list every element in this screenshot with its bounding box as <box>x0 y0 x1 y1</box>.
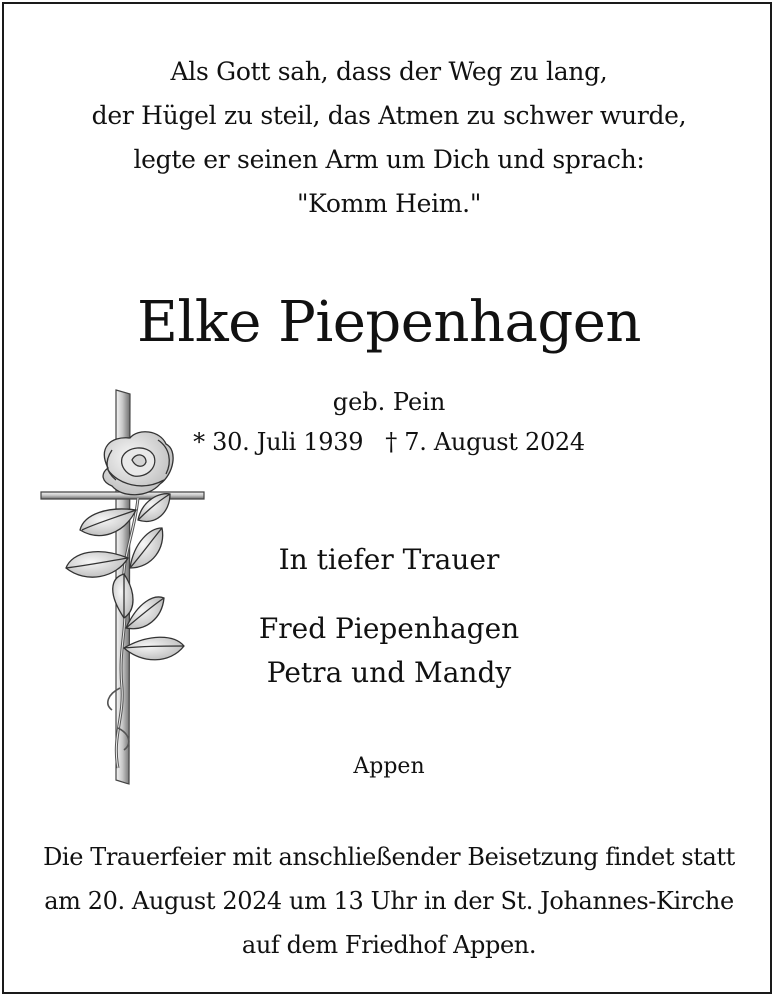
mourning-phrase: In tiefer Trauer <box>278 543 500 576</box>
service-line: auf dem Friedhof Appen. <box>241 931 537 959</box>
poem-line: der Hügel zu steil, das Atmen zu schwer wurde, <box>91 101 687 130</box>
poem-line: legte er seinen Arm um Dich und sprach: <box>133 145 645 174</box>
birth-name: geb. Pein <box>332 388 446 416</box>
death-date: † 7. August 2024 <box>385 428 585 456</box>
service-info <box>0 835 778 967</box>
poem-line: "Komm Heim." <box>296 189 482 218</box>
deceased-name: Elke Piepenhagen <box>137 290 641 355</box>
service-line: am 20. August 2024 um 13 Uhr in der St. Johannes-Kirche <box>44 887 734 915</box>
family-member: Petra und Mandy <box>266 656 512 689</box>
birth-date: * 30. Juli 1939 <box>193 428 364 456</box>
service-line: Die Trauerfeier mit anschließender Beisetzung findet statt <box>43 843 735 871</box>
poem <box>0 50 778 226</box>
cross-with-rose-icon <box>38 388 210 788</box>
place: Appen <box>353 754 425 779</box>
family-member: Fred Piepenhagen <box>258 612 520 645</box>
poem-line: Als Gott sah, dass der Weg zu lang, <box>170 57 608 86</box>
